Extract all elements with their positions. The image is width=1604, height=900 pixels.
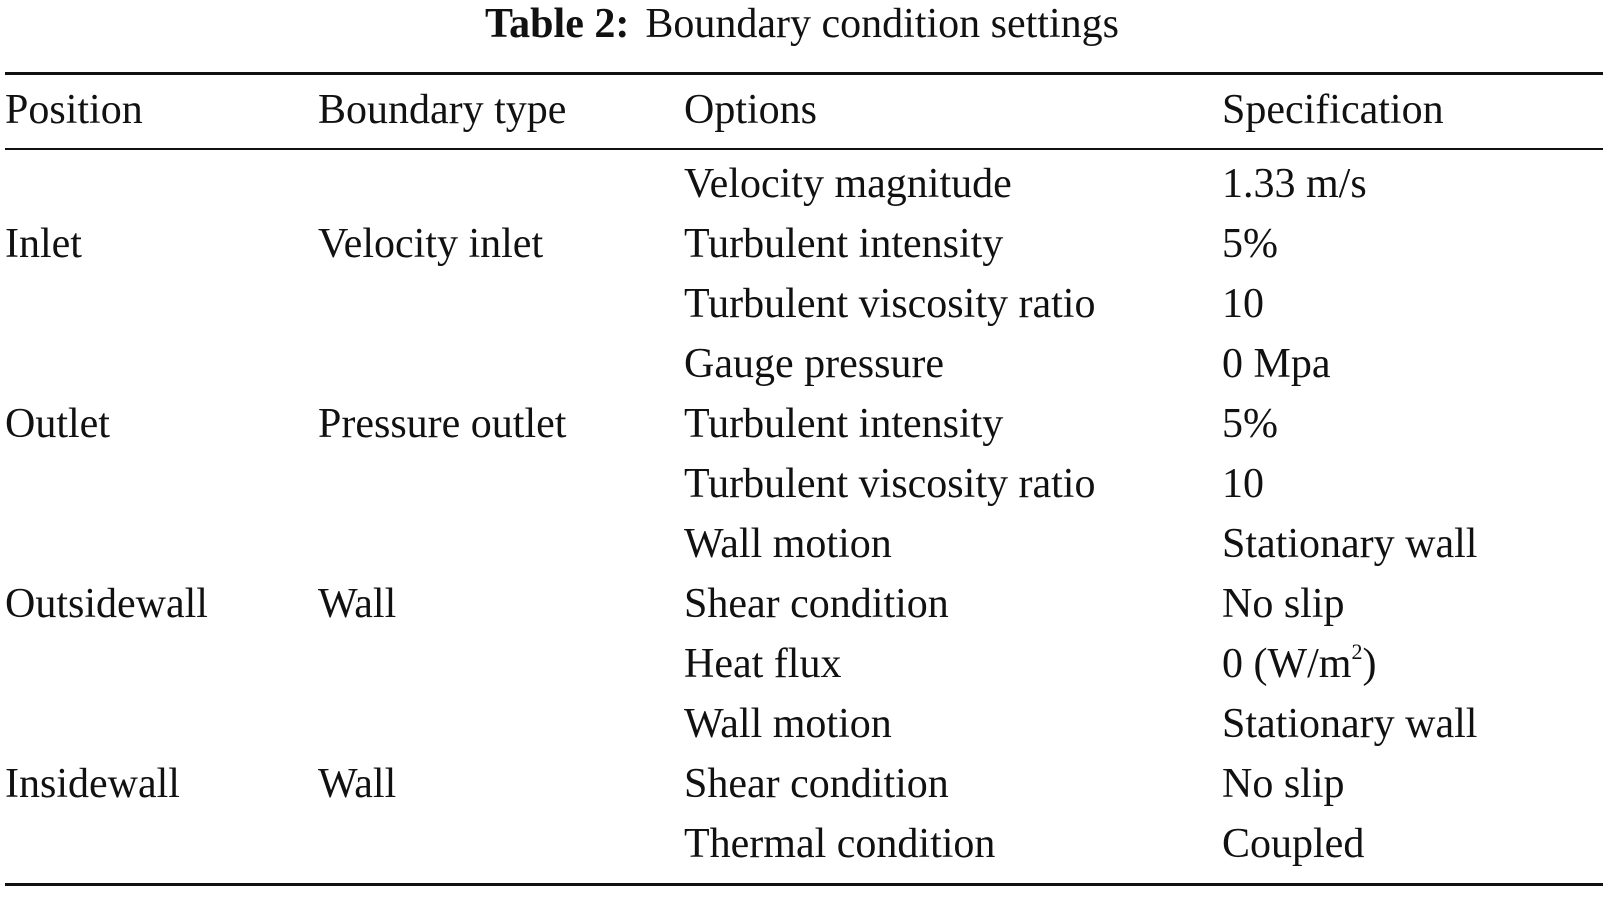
spec-cell: Coupled (1222, 821, 1365, 867)
option-cell: Gauge pressure (684, 341, 945, 387)
table-row (0, 154, 1604, 214)
bottom-rule (5, 883, 1603, 886)
spec-cell: Stationary wall (1222, 521, 1478, 567)
boundary-type-cell: Velocity inlet (318, 221, 544, 267)
option-cell: Wall motion (684, 521, 892, 567)
option-cell: Heat flux (684, 641, 842, 687)
table-row (0, 694, 1604, 754)
table-label: Table 2: (485, 1, 630, 47)
spec-cell: 5% (1222, 401, 1278, 447)
option-cell: Turbulent viscosity ratio (684, 461, 1096, 507)
spec-cell: No slip (1222, 581, 1345, 627)
position-cell: Insidewall (5, 761, 180, 807)
table-group-insidewall (0, 694, 1604, 874)
spec-cell: 10 (1222, 281, 1264, 327)
spec-text: 0 (W/m (1222, 641, 1352, 687)
spec-cell: No slip (1222, 761, 1345, 807)
spec-cell: 10 (1222, 461, 1264, 507)
table-row (0, 754, 1604, 814)
spec-cell: 1.33 m/s (1222, 161, 1367, 207)
header-boundary-type: Boundary type (318, 87, 567, 133)
table-title: Boundary condition settings (645, 1, 1119, 47)
table-row (0, 454, 1604, 514)
table-group-outlet (0, 334, 1604, 514)
table-row (0, 514, 1604, 574)
table-caption (0, 0, 1604, 52)
position-cell: Outlet (5, 401, 110, 447)
table-group-outsidewall (0, 514, 1604, 694)
table-row (0, 274, 1604, 334)
option-cell: Shear condition (684, 761, 949, 807)
spec-tail: ) (1362, 641, 1377, 687)
option-cell: Turbulent viscosity ratio (684, 281, 1096, 327)
header-rule (5, 148, 1603, 150)
option-cell: Wall motion (684, 701, 892, 747)
spec-cell: Stationary wall (1222, 701, 1478, 747)
top-rule (5, 72, 1603, 75)
header-specification: Specification (1222, 87, 1444, 133)
option-cell: Shear condition (684, 581, 949, 627)
boundary-type-cell: Pressure outlet (318, 401, 567, 447)
spec-cell: 0 Mpa (1222, 341, 1331, 387)
table-row (0, 394, 1604, 454)
position-cell: Inlet (5, 221, 82, 267)
spec-cell: 5% (1222, 221, 1278, 267)
superscript: 2 (1351, 639, 1363, 664)
table-row (0, 334, 1604, 394)
header-options: Options (684, 87, 818, 133)
option-cell: Turbulent intensity (684, 221, 1004, 267)
boundary-type-cell: Wall (318, 581, 397, 627)
boundary-type-cell: Wall (318, 761, 397, 807)
option-cell: Thermal condition (684, 821, 996, 867)
table-row (0, 574, 1604, 634)
position-cell: Outsidewall (5, 581, 208, 627)
spec-cell (1222, 640, 1376, 688)
header-position: Position (5, 87, 143, 133)
option-cell: Velocity magnitude (684, 161, 1012, 207)
option-cell: Turbulent intensity (684, 401, 1004, 447)
table-group-inlet (0, 154, 1604, 334)
table-row (0, 634, 1604, 694)
table-row (0, 814, 1604, 874)
table-row (0, 214, 1604, 274)
